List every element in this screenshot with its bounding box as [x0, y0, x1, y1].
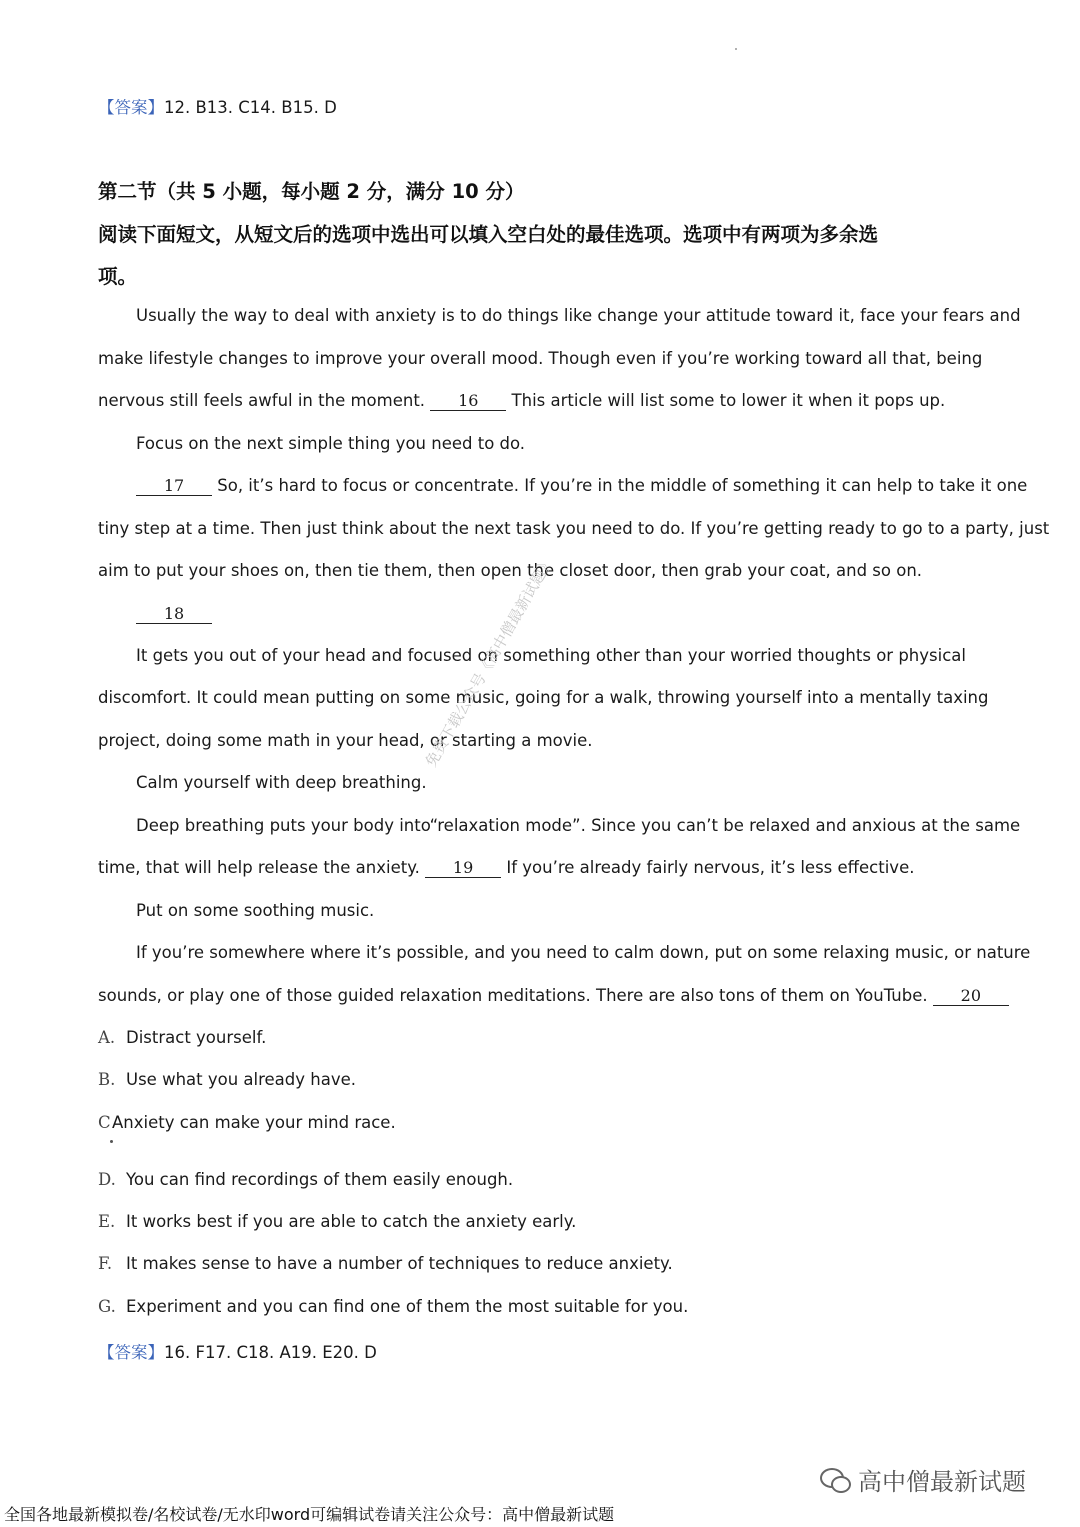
- blank-18: 18: [136, 605, 212, 624]
- passage-text: nervous still feels awful in the moment.: [98, 391, 426, 410]
- wechat-icon: [820, 1468, 850, 1492]
- answer-tag: 【答案】: [98, 98, 164, 117]
- stray-dot: [735, 48, 737, 50]
- option-e: [98, 1212, 576, 1231]
- option-text: Anxiety can make your mind race.: [112, 1113, 396, 1132]
- passage-line: If you’re somewhere where it’s possible, and you need to calm down, put on some relaxing music, or nature: [136, 943, 1031, 962]
- subheading: Focus on the next simple thing you need to do.: [136, 434, 526, 453]
- passage-line: discomfort. It could mean putting on some music, going for a walk, throwing yourself into a mentally taxing: [98, 688, 989, 707]
- option-text: It makes sense to have a number of techniques to reduce anxiety.: [126, 1254, 673, 1273]
- option-letter: C: [98, 1113, 111, 1132]
- answer-text: 16. F17. C18. A19. E20. D: [164, 1343, 377, 1362]
- stray-dot: [110, 1140, 113, 1143]
- watermark: 免费下载公众号《高中僧最新试题》: [421, 553, 558, 770]
- answer-line-1: [98, 94, 337, 118]
- passage-line: It gets you out of your head and focused on something other than your worried thoughts or physical: [136, 646, 966, 665]
- passage-line: [136, 604, 212, 624]
- option-a: [98, 1028, 266, 1047]
- option-letter: G.: [98, 1297, 116, 1316]
- passage-line: Usually the way to deal with anxiety is to do things like change your attitude toward it, face your fears and: [136, 306, 1021, 325]
- blank-16: 16: [430, 392, 506, 411]
- blank-20: 20: [933, 987, 1009, 1006]
- footer-notice: 全国各地最新模拟卷/名校试卷/无水印word可编辑试卷请关注公众号：高中僧最新试题: [4, 1505, 615, 1524]
- option-text: It works best if you are able to catch the anxiety early.: [126, 1212, 577, 1231]
- passage-line: tiny step at a time. Then just think about the next task you need to do. If you’re getting ready to go to a party, just: [98, 519, 1050, 538]
- subheading: Calm yourself with deep breathing.: [136, 773, 427, 792]
- option-text: You can find recordings of them easily enough.: [126, 1170, 514, 1189]
- passage-line: Deep breathing puts your body into“relaxation mode”. Since you can’t be relaxed and anxious at the same: [136, 816, 1021, 835]
- blank-19: 19: [425, 859, 501, 878]
- option-text: Distract yourself.: [126, 1028, 267, 1047]
- brand-name: 高中僧最新试题: [858, 1468, 1026, 1496]
- option-text: Experiment and you can find one of them the most suitable for you.: [126, 1297, 689, 1316]
- option-c: [98, 1113, 396, 1132]
- section-title: 第二节（共 5 小题，每小题 2 分，满分 10 分）: [98, 180, 525, 203]
- option-b: [98, 1070, 356, 1089]
- option-letter: E.: [98, 1212, 116, 1231]
- brand-mark: [820, 1462, 1026, 1497]
- blank-17: 17: [136, 477, 212, 496]
- option-letter: F.: [98, 1254, 113, 1273]
- passage-line: [136, 476, 1027, 496]
- answer-text: 12. B13. C14. B15. D: [164, 98, 337, 117]
- answer-line-2: [98, 1339, 377, 1363]
- passage-text: time, that will help release the anxiety.: [98, 858, 420, 877]
- passage-line: aim to put your shoes on, then tie them, then open the closet door, then grab your coat, and so on.: [98, 561, 923, 580]
- passage-line: [98, 391, 945, 411]
- option-f: [98, 1254, 673, 1273]
- passage-text: So, it’s hard to focus or concentrate. If you’re in the middle of something it can help to take it one: [217, 476, 1028, 495]
- passage-text: sounds, or play one of those guided relaxation meditations. There are also tons of them on YouTube.: [98, 986, 928, 1005]
- passage-text: This article will list some to lower it when it pops up.: [511, 391, 946, 410]
- option-letter: A.: [98, 1028, 116, 1047]
- instruction-line-1: 阅读下面短文，从短文后的选项中选出可以填入空白处的最佳选项。选项中有两项为多余选: [98, 223, 879, 246]
- option-text: Use what you already have.: [126, 1070, 357, 1089]
- option-g: [98, 1297, 688, 1316]
- answer-tag: 【答案】: [98, 1343, 164, 1362]
- subheading: Put on some soothing music.: [136, 901, 375, 920]
- passage-line: [98, 986, 1009, 1006]
- passage-line: project, doing some math in your head, or starting a movie.: [98, 731, 593, 750]
- passage-line: [98, 858, 914, 878]
- passage-line: make lifestyle changes to improve your overall mood. Though even if you’re working toward all that, being: [98, 349, 983, 368]
- option-d: [98, 1170, 513, 1189]
- instruction-line-2: 项。: [98, 265, 138, 288]
- option-letter: B.: [98, 1070, 116, 1089]
- passage-text: If you’re already fairly nervous, it’s less effective.: [506, 858, 915, 877]
- option-letter: D.: [98, 1170, 116, 1189]
